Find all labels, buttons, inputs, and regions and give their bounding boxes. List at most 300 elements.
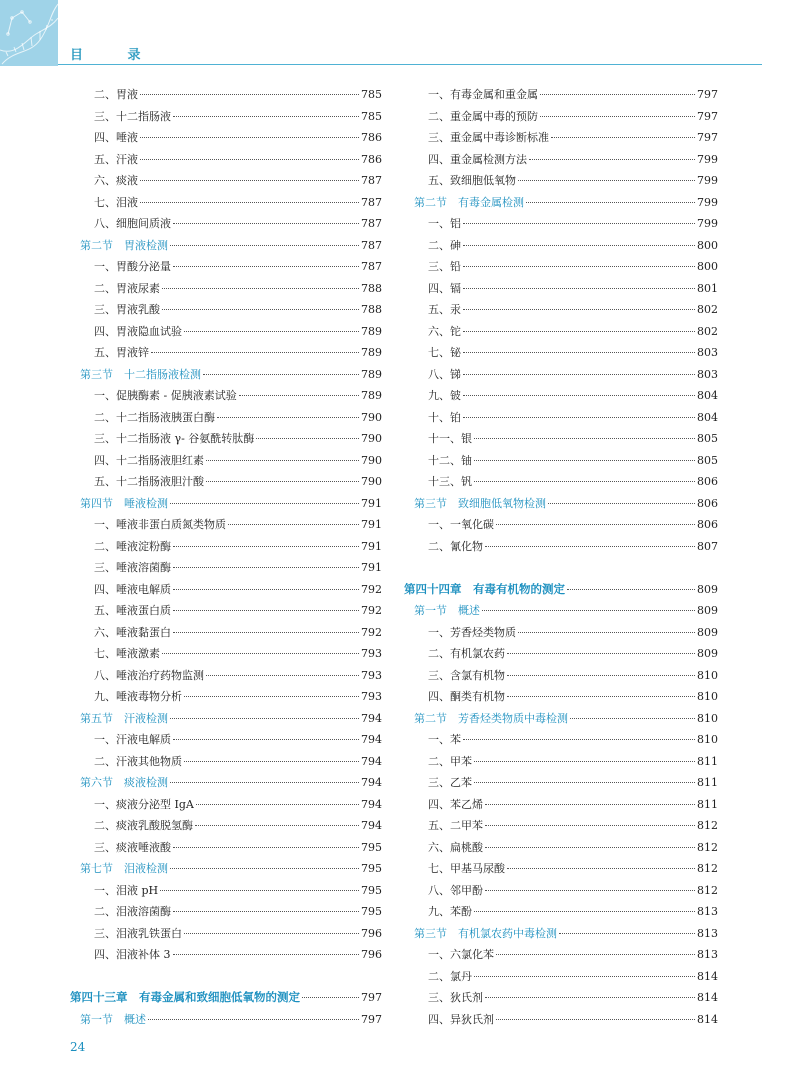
toc-entry-title: 二、甲苯 bbox=[428, 754, 472, 768]
dot-leader bbox=[567, 589, 695, 590]
toc-entry-title: 十二、铀 bbox=[428, 453, 472, 467]
toc-item-entry[interactable] bbox=[70, 753, 382, 775]
toc-item-entry[interactable] bbox=[404, 129, 718, 151]
toc-item-entry[interactable] bbox=[404, 946, 718, 968]
dot-leader bbox=[173, 847, 359, 848]
toc-entry-title: 第一节 概述 bbox=[80, 1012, 146, 1026]
dot-leader bbox=[518, 632, 695, 633]
toc-item-entry[interactable] bbox=[404, 774, 718, 796]
dot-leader bbox=[485, 890, 695, 891]
toc-entry-page: 785 bbox=[361, 109, 382, 123]
dot-leader bbox=[485, 847, 695, 848]
toc-item-entry[interactable] bbox=[404, 538, 718, 560]
toc-entry-title: 七、泪液 bbox=[94, 195, 138, 209]
toc-entry-page: 812 bbox=[697, 883, 718, 897]
toc-section-entry[interactable] bbox=[404, 710, 718, 732]
toc-entry-title: 三、含氯有机物 bbox=[428, 668, 505, 682]
toc-spacer bbox=[70, 968, 382, 990]
toc-entry-page: 792 bbox=[361, 625, 382, 639]
toc-item-entry[interactable] bbox=[70, 323, 382, 345]
dot-leader bbox=[170, 718, 359, 719]
toc-entry-title: 二、胃液尿素 bbox=[94, 281, 160, 295]
toc-entry-title: 一、泪液 pH bbox=[94, 883, 159, 897]
toc-item-entry[interactable] bbox=[70, 108, 382, 130]
toc-entry-title: 二、汗液其他物质 bbox=[94, 754, 182, 768]
toc-entry-title: 三、唾液溶菌酶 bbox=[94, 561, 171, 574]
dot-leader bbox=[485, 804, 695, 805]
dot-leader bbox=[485, 825, 695, 826]
toc-entry-page: 799 bbox=[697, 217, 718, 230]
toc-entry-title: 五、十二指肠液胆汁酸 bbox=[94, 475, 204, 488]
toc-item-entry[interactable] bbox=[70, 194, 382, 216]
dot-leader bbox=[463, 331, 695, 332]
toc-item-entry[interactable] bbox=[404, 839, 718, 861]
dot-leader bbox=[570, 718, 695, 719]
toc-entry-title: 九、苯酚 bbox=[428, 905, 472, 918]
toc-entry-title: 四、重金属检测方法 bbox=[428, 152, 527, 166]
toc-entry-page: 799 bbox=[697, 174, 718, 187]
dot-leader bbox=[162, 288, 359, 289]
dot-leader bbox=[474, 761, 695, 762]
toc-entry-title: 第六节 痰液检测 bbox=[80, 776, 168, 789]
toc-entry-page: 814 bbox=[697, 969, 718, 983]
toc-entry-page: 813 bbox=[697, 926, 718, 940]
toc-item-entry[interactable] bbox=[70, 839, 382, 861]
toc-item-entry[interactable] bbox=[70, 344, 382, 366]
toc-item-entry[interactable] bbox=[404, 624, 718, 646]
toc-item-entry[interactable] bbox=[404, 151, 718, 173]
toc-entry-title: 二、胃液 bbox=[94, 88, 138, 101]
toc-item-entry[interactable] bbox=[70, 645, 382, 667]
toc-item-entry[interactable] bbox=[70, 151, 382, 173]
dot-leader bbox=[196, 804, 359, 805]
toc-entry-page: 804 bbox=[697, 389, 718, 402]
toc-entry-title: 三、泪液乳铁蛋白 bbox=[94, 926, 182, 940]
toc-section-entry[interactable] bbox=[70, 366, 382, 388]
toc-entry-page: 807 bbox=[697, 539, 718, 553]
toc-item-entry[interactable] bbox=[70, 731, 382, 753]
toc-item-entry[interactable] bbox=[404, 344, 718, 366]
toc-item-entry[interactable] bbox=[70, 602, 382, 624]
dot-leader bbox=[474, 782, 695, 783]
toc-entry-title: 五、汗液 bbox=[94, 152, 138, 166]
toc-entry-title: 五、致细胞低氧物 bbox=[428, 174, 516, 187]
toc-entry-page: 797 bbox=[697, 109, 718, 123]
dot-leader bbox=[140, 180, 359, 181]
dot-leader bbox=[239, 395, 359, 396]
toc-entry-page: 799 bbox=[697, 152, 718, 166]
toc-item-entry[interactable] bbox=[404, 301, 718, 323]
toc-item-entry[interactable] bbox=[70, 473, 382, 495]
dot-leader bbox=[140, 137, 359, 138]
toc-section-entry[interactable] bbox=[404, 602, 718, 624]
dot-leader bbox=[173, 589, 359, 590]
toc-item-entry[interactable] bbox=[404, 1011, 718, 1033]
dot-leader bbox=[463, 417, 695, 418]
toc-entry-page: 809 bbox=[697, 604, 718, 617]
dot-leader bbox=[173, 954, 360, 955]
toc-item-entry[interactable] bbox=[404, 409, 718, 431]
toc-entry-title: 二、有机氯农药 bbox=[428, 647, 505, 660]
toc-section-entry[interactable] bbox=[404, 495, 718, 517]
toc-item-entry[interactable] bbox=[404, 86, 718, 108]
dot-leader bbox=[203, 374, 359, 375]
toc-entry-page: 802 bbox=[697, 324, 718, 338]
dot-leader bbox=[485, 997, 695, 998]
toc-entry-page: 811 bbox=[697, 797, 718, 811]
toc-entry-title: 三、乙苯 bbox=[428, 776, 472, 789]
toc-entry-title: 九、铍 bbox=[428, 389, 461, 402]
toc-entry-title: 一、痰液分泌型 IgA bbox=[94, 797, 194, 811]
toc-item-entry[interactable] bbox=[404, 452, 718, 474]
toc-entry-title: 一、唾液非蛋白质氮类物质 bbox=[94, 518, 226, 531]
toc-item-entry[interactable] bbox=[404, 387, 718, 409]
dot-leader bbox=[173, 546, 359, 547]
toc-entry-page: 813 bbox=[697, 948, 718, 961]
toc-entry-page: 805 bbox=[697, 453, 718, 467]
toc-item-entry[interactable] bbox=[70, 215, 382, 237]
toc-entry-title: 二、砷 bbox=[428, 238, 461, 252]
toc-entry-page: 792 bbox=[361, 582, 382, 596]
toc-entry-title: 三、铅 bbox=[428, 260, 461, 273]
toc-entry-title: 四、泪液补体 3 bbox=[94, 948, 171, 961]
dot-leader bbox=[485, 546, 695, 547]
toc-entry-title: 二、氯丹 bbox=[428, 969, 472, 983]
toc-entry-page: 809 bbox=[697, 647, 718, 660]
toc-entry-title: 十一、银 bbox=[428, 432, 472, 445]
dot-leader bbox=[496, 1019, 695, 1020]
toc-item-entry[interactable] bbox=[70, 581, 382, 603]
dot-leader bbox=[173, 223, 359, 224]
toc-entry-title: 一、汗液电解质 bbox=[94, 733, 171, 746]
dot-leader bbox=[173, 739, 359, 740]
toc-item-entry[interactable] bbox=[404, 796, 718, 818]
toc-item-entry[interactable] bbox=[70, 559, 382, 581]
toc-right-column bbox=[404, 86, 718, 1032]
dot-leader bbox=[173, 266, 359, 267]
dot-leader bbox=[551, 137, 695, 138]
toc-item-entry[interactable] bbox=[404, 280, 718, 302]
toc-entry-page: 795 bbox=[361, 905, 382, 918]
toc-entry-page: 791 bbox=[361, 518, 382, 531]
toc-entry-page: 806 bbox=[697, 475, 718, 488]
dot-leader bbox=[463, 266, 695, 267]
toc-item-entry[interactable] bbox=[70, 817, 382, 839]
toc-entry-page: 814 bbox=[697, 1012, 718, 1026]
toc-entry-title: 第二节 胃液检测 bbox=[80, 238, 168, 252]
dot-leader bbox=[474, 481, 695, 482]
toc-item-entry[interactable] bbox=[404, 667, 718, 689]
dot-leader bbox=[173, 632, 359, 633]
toc-entry-page: 786 bbox=[361, 152, 382, 166]
toc-entry-title: 三、狄氏剂 bbox=[428, 991, 483, 1004]
toc-entry-title: 第二节 芳香烃类物质中毒检测 bbox=[414, 711, 568, 725]
toc-item-entry[interactable] bbox=[404, 366, 718, 388]
toc-entry-page: 801 bbox=[697, 281, 718, 295]
toc-entry-page: 797 bbox=[697, 88, 718, 101]
dot-leader bbox=[173, 911, 359, 912]
dot-leader bbox=[206, 460, 359, 461]
dot-leader bbox=[540, 116, 695, 117]
toc-entry-title: 四、唾液电解质 bbox=[94, 582, 171, 596]
toc-entry-title: 四、酮类有机物 bbox=[428, 690, 505, 703]
toc-entry-page: 802 bbox=[697, 303, 718, 316]
toc-item-entry[interactable] bbox=[404, 323, 718, 345]
toc-item-entry[interactable] bbox=[70, 129, 382, 151]
toc-entry-title: 四、镉 bbox=[428, 281, 461, 295]
toc-item-entry[interactable] bbox=[70, 172, 382, 194]
dot-leader bbox=[463, 739, 695, 740]
toc-entry-title: 三、痰液唾液酸 bbox=[94, 840, 171, 854]
toc-entry-title: 五、汞 bbox=[428, 303, 461, 316]
toc-entry-page: 809 bbox=[697, 625, 718, 639]
toc-section-entry[interactable] bbox=[70, 237, 382, 259]
dot-leader bbox=[518, 180, 695, 181]
toc-entry-page: 794 bbox=[361, 776, 382, 789]
toc-item-entry[interactable] bbox=[70, 624, 382, 646]
toc-entry-page: 805 bbox=[697, 432, 718, 445]
toc-item-entry[interactable] bbox=[404, 882, 718, 904]
toc-item-entry[interactable] bbox=[70, 796, 382, 818]
toc-entry-page: 810 bbox=[697, 690, 718, 703]
toc-entry-page: 797 bbox=[697, 131, 718, 144]
toc-entry-page: 788 bbox=[361, 281, 382, 295]
dna-helix-icon bbox=[0, 0, 58, 66]
toc-item-entry[interactable] bbox=[404, 645, 718, 667]
toc-item-entry[interactable] bbox=[404, 753, 718, 775]
dot-leader bbox=[217, 417, 359, 418]
toc-entry-title: 二、唾液淀粉酶 bbox=[94, 539, 171, 553]
toc-item-entry[interactable] bbox=[70, 882, 382, 904]
dot-leader bbox=[170, 245, 359, 246]
toc-item-entry[interactable] bbox=[70, 688, 382, 710]
dot-leader bbox=[162, 309, 359, 310]
toc-entry-page: 811 bbox=[697, 754, 718, 768]
toc-item-entry[interactable] bbox=[404, 473, 718, 495]
toc-entry-page: 788 bbox=[361, 303, 382, 316]
toc-entry-page: 789 bbox=[361, 346, 382, 359]
toc-item-entry[interactable] bbox=[70, 516, 382, 538]
toc-entry-page: 793 bbox=[361, 690, 382, 703]
toc-entry-title: 一、芳香烃类物质 bbox=[428, 625, 516, 639]
corner-decoration bbox=[0, 0, 58, 66]
toc-entry-page: 793 bbox=[361, 668, 382, 682]
dot-leader bbox=[140, 202, 359, 203]
toc-entry-title: 第四十四章 有毒有机物的测定 bbox=[404, 581, 565, 596]
toc-section-entry[interactable] bbox=[404, 194, 718, 216]
toc-entry-page: 794 bbox=[361, 754, 382, 768]
dot-leader bbox=[496, 954, 695, 955]
dot-leader bbox=[184, 933, 359, 934]
toc-entry-title: 第三节 有机氯农药中毒检测 bbox=[414, 926, 557, 940]
toc-entry-title: 三、十二指肠液 γ- 谷氨酰转肽酶 bbox=[94, 432, 255, 445]
toc-entry-page: 794 bbox=[361, 733, 382, 746]
toc-section-entry[interactable] bbox=[70, 1011, 382, 1033]
toc-entry-page: 793 bbox=[361, 647, 382, 660]
toc-item-entry[interactable] bbox=[70, 452, 382, 474]
toc-entry-page: 797 bbox=[361, 1012, 382, 1026]
toc-entry-page: 790 bbox=[361, 410, 382, 424]
toc-entry-title: 第四节 唾液检测 bbox=[80, 496, 168, 510]
toc-entry-page: 797 bbox=[361, 991, 382, 1004]
toc-entry-page: 787 bbox=[361, 238, 382, 252]
dot-leader bbox=[463, 374, 695, 375]
toc-item-entry[interactable] bbox=[404, 903, 718, 925]
dot-leader bbox=[148, 1019, 359, 1020]
toc-entry-page: 812 bbox=[697, 819, 718, 832]
toc-item-entry[interactable] bbox=[70, 667, 382, 689]
toc-entry-title: 第一节 概述 bbox=[414, 604, 480, 617]
dot-leader bbox=[474, 911, 695, 912]
toc-entry-title: 三、胃液乳酸 bbox=[94, 303, 160, 316]
toc-entry-title: 第五节 汗液检测 bbox=[80, 711, 168, 725]
toc-entry-title: 六、铊 bbox=[428, 324, 461, 338]
toc-item-entry[interactable] bbox=[70, 409, 382, 431]
toc-section-entry[interactable] bbox=[70, 710, 382, 732]
toc-entry-page: 789 bbox=[361, 367, 382, 381]
toc-item-entry[interactable] bbox=[404, 237, 718, 259]
page-number: 24 bbox=[70, 1040, 86, 1054]
toc-entry-title: 九、唾液毒物分析 bbox=[94, 690, 182, 703]
toc-entry-page: 796 bbox=[361, 948, 382, 961]
page-header-title: 目 录 bbox=[70, 48, 161, 63]
toc-entry-title: 一、苯 bbox=[428, 733, 461, 746]
toc-entry-title: 七、甲基马尿酸 bbox=[428, 862, 505, 875]
toc-item-entry[interactable] bbox=[404, 731, 718, 753]
dot-leader bbox=[526, 202, 695, 203]
toc-item-entry[interactable] bbox=[70, 925, 382, 947]
dot-leader bbox=[140, 94, 359, 95]
toc-item-entry[interactable] bbox=[404, 860, 718, 882]
dot-leader bbox=[170, 503, 359, 504]
toc-entry-page: 810 bbox=[697, 668, 718, 682]
toc-entry-page: 811 bbox=[697, 776, 718, 789]
toc-entry-title: 七、铋 bbox=[428, 346, 461, 359]
toc-item-entry[interactable] bbox=[70, 903, 382, 925]
toc-entry-title: 第三节 致细胞低氧物检测 bbox=[414, 496, 546, 510]
toc-entry-title: 八、锑 bbox=[428, 367, 461, 381]
toc-entry-page: 806 bbox=[697, 496, 718, 510]
toc-entry-page: 789 bbox=[361, 324, 382, 338]
toc-chapter-entry[interactable] bbox=[404, 581, 718, 603]
dot-leader bbox=[540, 94, 695, 95]
dot-leader bbox=[184, 761, 359, 762]
toc-entry-title: 一、有毒金属和重金属 bbox=[428, 88, 538, 101]
dot-leader bbox=[162, 653, 359, 654]
dot-leader bbox=[173, 610, 359, 611]
toc-entry-page: 813 bbox=[697, 905, 718, 918]
toc-item-entry[interactable] bbox=[70, 946, 382, 968]
toc-entry-title: 八、唾液治疗药物监测 bbox=[94, 668, 204, 682]
dot-leader bbox=[151, 352, 359, 353]
dot-leader bbox=[463, 288, 695, 289]
toc-entry-title: 一、促胰酶素 - 促胰液素试验 bbox=[94, 389, 237, 402]
dot-leader bbox=[206, 481, 359, 482]
toc-entry-page: 791 bbox=[361, 561, 382, 574]
toc-entry-page: 792 bbox=[361, 604, 382, 617]
toc-entry-title: 三、十二指肠液 bbox=[94, 109, 171, 123]
toc-left-column bbox=[70, 86, 382, 1032]
toc-entry-page: 803 bbox=[697, 367, 718, 381]
toc-item-entry[interactable] bbox=[70, 430, 382, 452]
toc-entry-page: 787 bbox=[361, 217, 382, 230]
toc-entry-title: 八、细胞间质液 bbox=[94, 217, 171, 230]
dot-leader bbox=[302, 997, 359, 998]
toc-item-entry[interactable] bbox=[404, 215, 718, 237]
dot-leader bbox=[496, 524, 695, 525]
toc-entry-page: 790 bbox=[361, 432, 382, 445]
dot-leader bbox=[474, 438, 695, 439]
toc-entry-page: 791 bbox=[361, 539, 382, 553]
toc-item-entry[interactable] bbox=[70, 301, 382, 323]
toc-entry-title: 五、二甲苯 bbox=[428, 819, 483, 832]
toc-item-entry[interactable] bbox=[404, 516, 718, 538]
toc-entry-title: 第三节 十二指肠液检测 bbox=[80, 367, 201, 381]
toc-item-entry[interactable] bbox=[70, 86, 382, 108]
toc-item-entry[interactable] bbox=[70, 387, 382, 409]
toc-entry-page: 794 bbox=[361, 711, 382, 725]
toc-item-entry[interactable] bbox=[70, 538, 382, 560]
dot-leader bbox=[474, 460, 695, 461]
toc-section-entry[interactable] bbox=[70, 495, 382, 517]
toc-entry-page: 812 bbox=[697, 862, 718, 875]
toc-item-entry[interactable] bbox=[404, 258, 718, 280]
dot-leader bbox=[173, 567, 359, 568]
toc-entry-page: 810 bbox=[697, 733, 718, 746]
toc-item-entry[interactable] bbox=[404, 108, 718, 130]
toc-entry-page: 795 bbox=[361, 840, 382, 854]
toc-entry-title: 五、唾液蛋白质 bbox=[94, 604, 171, 617]
toc-entry-page: 786 bbox=[361, 131, 382, 144]
dot-leader bbox=[206, 675, 359, 676]
toc-section-entry[interactable] bbox=[70, 860, 382, 882]
toc-item-entry[interactable] bbox=[404, 989, 718, 1011]
dot-leader bbox=[256, 438, 359, 439]
dot-leader bbox=[184, 696, 359, 697]
toc-entry-title: 二、氰化物 bbox=[428, 539, 483, 553]
toc-chapter-entry[interactable] bbox=[70, 989, 382, 1011]
toc-entry-page: 800 bbox=[697, 238, 718, 252]
toc-entry-title: 四、唾液 bbox=[94, 131, 138, 144]
toc-section-entry[interactable] bbox=[70, 774, 382, 796]
toc-entry-title: 四、苯乙烯 bbox=[428, 797, 483, 811]
toc-spacer bbox=[404, 559, 718, 581]
toc-entry-title: 一、胃酸分泌量 bbox=[94, 260, 171, 273]
toc-item-entry[interactable] bbox=[70, 280, 382, 302]
toc-entry-title: 第二节 有毒金属检测 bbox=[414, 195, 524, 209]
dot-leader bbox=[529, 159, 695, 160]
toc-item-entry[interactable] bbox=[404, 688, 718, 710]
toc-entry-title: 六、唾液黏蛋白 bbox=[94, 625, 171, 639]
toc-entry-title: 七、唾液激素 bbox=[94, 647, 160, 660]
toc-item-entry[interactable] bbox=[404, 817, 718, 839]
toc-entry-page: 795 bbox=[361, 862, 382, 875]
toc-entry-title: 五、胃液锌 bbox=[94, 346, 149, 359]
dot-leader bbox=[507, 696, 695, 697]
dot-leader bbox=[170, 868, 359, 869]
toc-entry-title: 三、重金属中毒诊断标准 bbox=[428, 131, 549, 144]
toc-item-entry[interactable] bbox=[404, 968, 718, 990]
toc-entry-title: 第四十三章 有毒金属和致细胞低氧物的测定 bbox=[70, 990, 300, 1004]
toc-section-entry[interactable] bbox=[404, 925, 718, 947]
dot-leader bbox=[160, 890, 359, 891]
toc-item-entry[interactable] bbox=[404, 430, 718, 452]
toc-item-entry[interactable] bbox=[404, 172, 718, 194]
toc-item-entry[interactable] bbox=[70, 258, 382, 280]
toc-entry-title: 一、六氯化苯 bbox=[428, 948, 494, 961]
toc-entry-page: 794 bbox=[361, 797, 382, 811]
toc-entry-title: 第七节 泪液检测 bbox=[80, 862, 168, 875]
